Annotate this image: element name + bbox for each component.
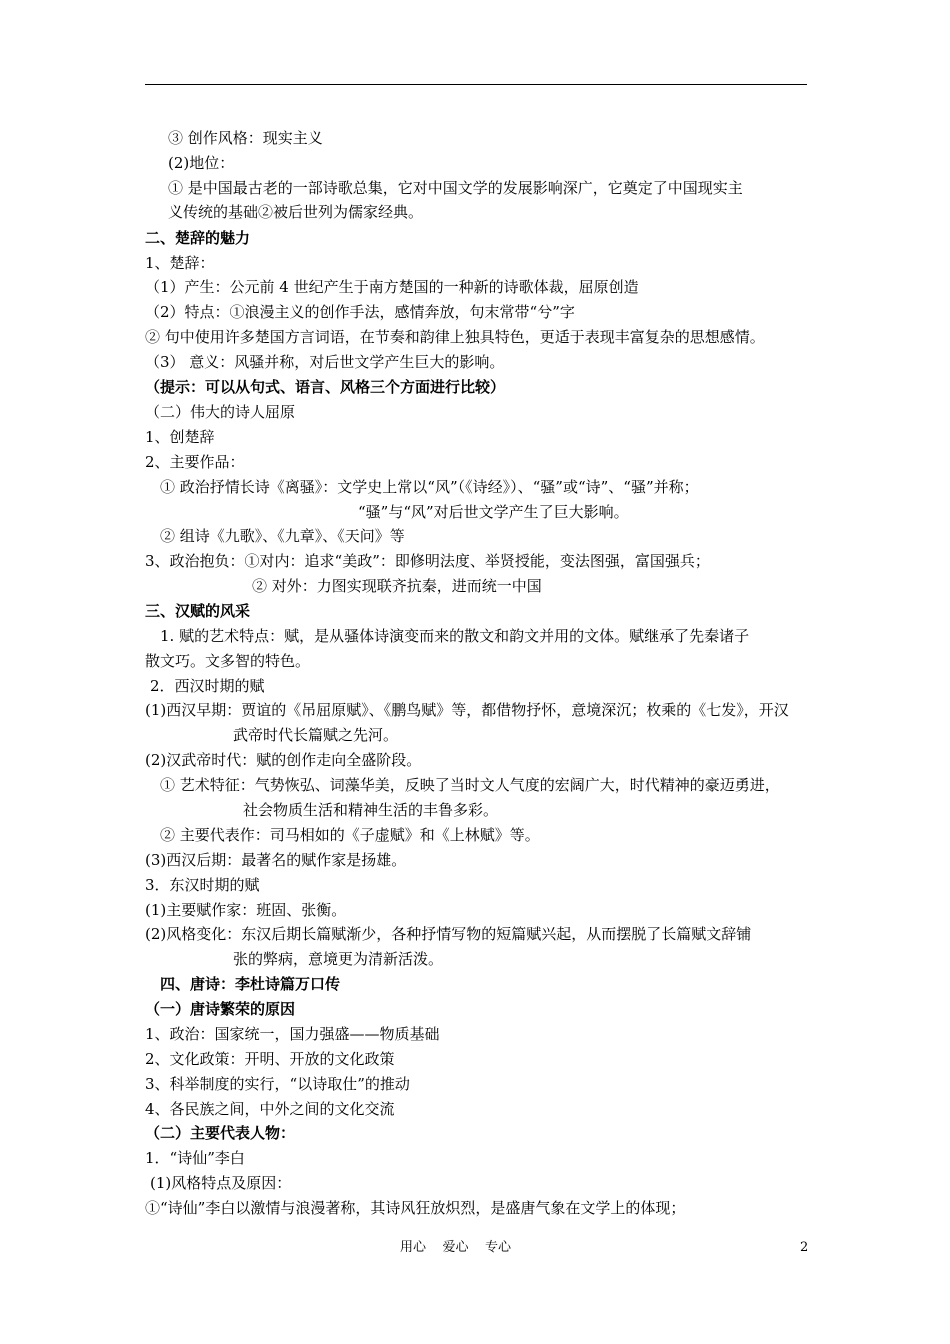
- text-line: ② 主要代表作：司马相如的《子虚赋》和《上林赋》等。: [160, 826, 540, 844]
- text-line: (2)风格变化：东汉后期长篇赋渐少，各种抒情写物的短篇赋兴起，从而摆脱了长篇赋文辞铺: [145, 925, 752, 943]
- text-line: 2、主要作品：: [145, 453, 245, 471]
- subsection-heading: （一）唐诗繁荣的原因: [145, 1000, 296, 1018]
- section-heading: 四、唐诗：李杜诗篇万口传: [160, 975, 341, 993]
- text-line: ① 政治抒情长诗《离骚》：文学史上常以“风”（《诗经》）、“骚”或“诗”、“骚”并称；: [160, 478, 699, 496]
- text-line: 1. 赋的艺术特点：赋，是从骚体诗演变而来的散文和韵文并用的文体。赋继承了先秦诸子: [160, 627, 750, 645]
- text-line: ① 艺术特征：气势恢弘、词藻华美，反映了当时文人气度的宏阔广大，时代精神的豪迈勇进，: [160, 776, 780, 794]
- text-line: (3)西汉后期：最著名的赋作家是扬雄。: [145, 851, 407, 869]
- text-line: 4、各民族之间，中外之间的文化交流: [145, 1100, 395, 1118]
- text-line: 武帝时代长篇赋之先河。: [233, 726, 399, 744]
- page-number: 2: [800, 1240, 809, 1255]
- text-line: (2)汉武帝时代：赋的创作走向全盛阶段。: [145, 751, 422, 769]
- text-line: （1）产生：公元前 4 世纪产生于南方楚国的一种新的诗歌体裁，屈原创造: [145, 278, 639, 296]
- text-line: 1、创楚辞: [145, 428, 215, 446]
- subsection-heading: （二）伟大的诗人屈原: [145, 403, 296, 421]
- text-line: (1)西汉早期：贾谊的《吊屈原赋》、《鹏鸟赋》等，都借物抒怀，意境深沉；枚乘的《七发》，开汉: [145, 701, 789, 719]
- tip-note: （提示：可以从句式、语言、风格三个方面进行比较）: [145, 378, 506, 396]
- text-line: 2．西汉时期的赋: [150, 677, 265, 695]
- text-line: 张的弊病，意境更为清新活泼。: [233, 950, 444, 968]
- text-line: (1)主要赋作家：班固、张衡。: [145, 901, 347, 919]
- text-line: 2、文化政策：开明、开放的文化政策: [145, 1050, 395, 1068]
- text-line: ①“诗仙”李白以激情与浪漫著称，其诗风狂放炽烈，是盛唐气象在文学上的体现；: [145, 1199, 686, 1217]
- text-line: 散文巧。文多智的特色。: [145, 652, 311, 670]
- text-line: （2）特点：①浪漫主义的创作手法，感情奔放，句末常带“兮”字: [145, 303, 575, 321]
- text-line: ② 组诗《九歌》、《九章》、《天问》等: [160, 527, 405, 545]
- text-line: 1．“诗仙”李白: [145, 1149, 245, 1167]
- text-line: 3、政治抱负：①对内：追求“美政”：即修明法度、举贤授能，变法图强，富国强兵；: [145, 552, 710, 570]
- text-line: (2)地位：: [168, 154, 235, 172]
- footer-motto: 用心 爱心 专心: [400, 1240, 512, 1255]
- text-line: 1、楚辞：: [145, 254, 215, 272]
- text-line: 3、科举制度的实行，“以诗取仕”的推动: [145, 1075, 410, 1093]
- text-line: 社会物质生活和精神生活的丰鲁多彩。: [243, 801, 499, 819]
- section-heading: 三、汉赋的风采: [145, 602, 251, 620]
- text-line: 3．东汉时期的赋: [145, 876, 260, 894]
- text-line: 1、政治：国家统一，国力强盛——物质基础: [145, 1025, 440, 1043]
- text-line: 义传统的基础②被后世列为儒家经典。: [168, 203, 424, 221]
- text-line: ③ 创作风格：现实主义: [168, 129, 323, 147]
- subsection-heading: （二）主要代表人物：: [145, 1124, 296, 1142]
- text-line: ② 句中使用许多楚国方言词语，在节奏和韵律上独具特色，更适于表现丰富复杂的思想感情。: [145, 328, 765, 346]
- header-rule: [145, 84, 807, 85]
- section-heading: 二、楚辞的魅力: [145, 229, 251, 247]
- text-line: ① 是中国最古老的一部诗歌总集，它对中国文学的发展影响深广，它奠定了中国现实主: [168, 179, 743, 197]
- text-line: (1)风格特点及原因：: [150, 1174, 292, 1192]
- text-line: （3） 意义：风骚并称，对后世文学产生巨大的影响。: [145, 353, 505, 371]
- text-line: “骚”与“风”对后世文学产生了巨大影响。: [358, 503, 629, 521]
- text-line: ② 对外：力图实现联齐抗秦，进而统一中国: [252, 577, 542, 595]
